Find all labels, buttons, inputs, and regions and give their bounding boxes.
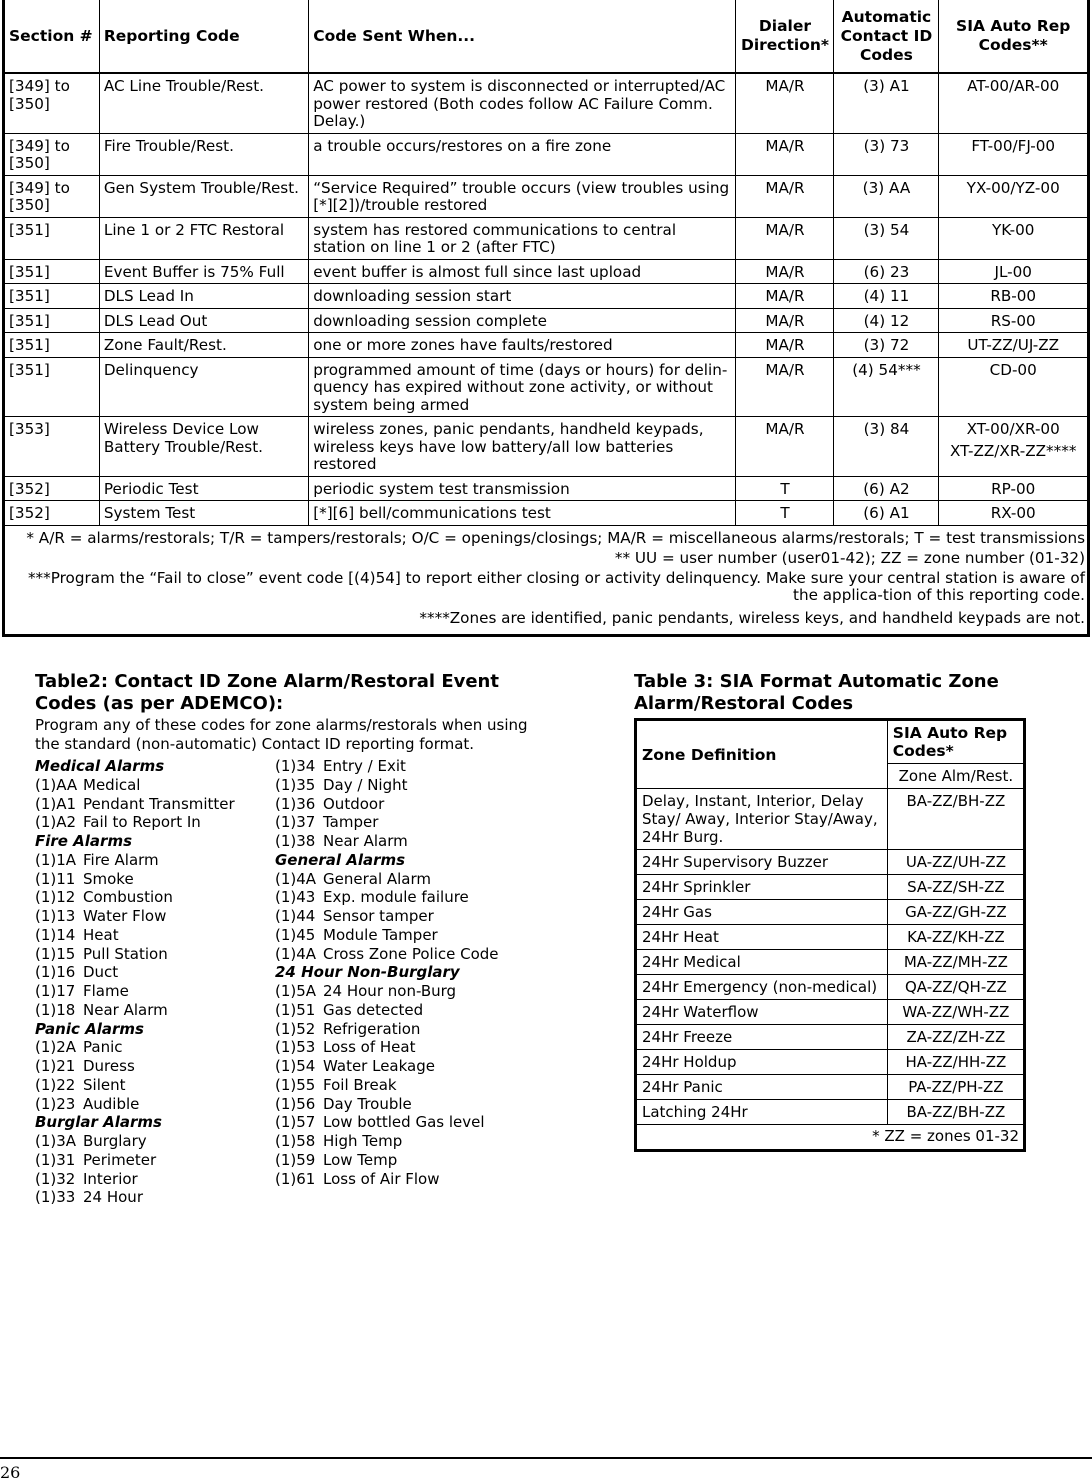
event-label: 24 Hour [83,1188,143,1207]
reporting-codes-table [2,0,1090,637]
table-row [636,1050,1025,1075]
table3-note: * ZZ = zones 01-32 [636,1125,1025,1151]
zone-definition: 24Hr Freeze [636,1025,888,1050]
row-code-sent-when: a trouble occurs/restores on a fire zone [309,133,736,175]
event-label: Pull Station [83,944,168,963]
table-header-row [4,0,1089,73]
header-contact-id: Automatic Contact ID Codes [834,0,939,73]
event-label: 24 Hour non-Burg [323,982,457,1000]
table3-title: Table 3: SIA Format Automatic Zone Alarm/Restoral Codes [634,671,999,714]
event-code-item [275,945,499,964]
event-label: Perimeter [83,1150,157,1169]
row-contact-id: (3) 54 [834,217,939,259]
table-row [4,133,1089,175]
event-group-heading: General Alarms [275,850,406,869]
sia-zone-table [634,718,1026,1152]
event-code-item [275,1113,499,1132]
event-code: (1)53 [275,1038,316,1057]
event-code-item [275,832,499,851]
table2-title: Table2: Contact ID Zone Alarm/Restoral Event Codes (as per ADEMCO): [35,671,499,714]
event-label: Fail to Report In [83,813,201,832]
row-dialer-direction: MA/R [736,217,834,259]
row-sia-code [939,308,1089,333]
footnotes [4,525,1089,635]
sia-code-value: YK-00 [991,220,1035,239]
event-code-item [35,1038,235,1057]
row-dialer-direction: MA/R [736,333,834,358]
page-number: 26 [0,1463,21,1482]
row-contact-id: (3) 84 [834,417,939,477]
event-code: (1)57 [275,1113,316,1132]
row-code-sent-when: periodic system test transmission [309,476,736,501]
event-code: (1)1A [35,850,77,869]
row-reporting-code: Delinquency [99,357,308,417]
row-contact-id: (6) 23 [834,259,939,284]
event-label: Flame [83,982,129,1000]
footnote-zones: ****Zones are identified, panic pendants, wireless keys, and handheld keypads are not. [419,608,1085,627]
row-code-sent-when: “Service Required” trouble occurs (view troubles using [*][2])/trouble restored [309,175,736,217]
event-label: Low bottled Gas level [323,1113,485,1132]
table3-header-zone: Zone Definition [636,720,888,789]
event-code-item [275,776,499,795]
event-code: (1)59 [275,1150,316,1169]
row-dialer-direction: MA/R [736,308,834,333]
event-group-heading: Fire Alarms [35,832,133,850]
event-code: (1)56 [275,1094,316,1113]
event-group-heading: 24 Hour Non-Burglary [275,963,460,982]
row-section: [351] [4,357,100,417]
table3-header-row [636,720,1025,764]
footnote-dialer: * A/R = alarms/restorals; T/R = tampers/restorals; O/C = openings/closings; MA/R = miscellaneous alarms/restorals; T = test transmissions [26,528,1085,547]
event-label: Smoke [83,869,134,888]
row-sia-code [939,133,1089,175]
sia-code-value: FT-00/FJ-00 [971,136,1056,155]
event-code: (1)61 [275,1169,316,1188]
sia-zone-code: UA-ZZ/UH-ZZ [887,850,1024,875]
event-code-item [35,1188,235,1207]
event-code: (1)21 [35,1057,76,1075]
event-code: (1)12 [35,888,76,907]
sia-code-value: RX-00 [990,504,1036,522]
event-label: Loss of Air Flow [323,1169,440,1188]
row-code-sent-when: downloading session start [309,284,736,309]
row-reporting-code: DLS Lead In [99,284,308,309]
table-row [4,259,1089,284]
sia-code-value: JL-00 [994,262,1032,281]
table3-subheader: Zone Alm/Rest. [887,764,1024,789]
event-label: Duct [83,963,119,982]
row-reporting-code: DLS Lead Out [99,308,308,333]
event-label: Foil Break [323,1075,397,1094]
event-label: Pendant Transmitter [83,794,235,813]
table-row [4,217,1089,259]
zone-definition: Latching 24Hr [636,1100,888,1125]
event-code: (1)3A [35,1132,77,1150]
event-code-item [35,1001,235,1020]
event-code: (1)23 [35,1094,76,1113]
event-code-item [35,888,235,907]
event-code: (1)4A [275,944,317,963]
table-row [636,850,1025,875]
row-reporting-code: Line 1 or 2 FTC Restoral [99,217,308,259]
row-section: [351] [4,217,100,259]
row-sia-code [939,217,1089,259]
event-group-heading: Burglar Alarms [35,1113,162,1132]
zone-definition: 24Hr Medical [636,950,888,975]
event-code-item [275,1151,499,1170]
event-code-item [35,963,235,982]
row-reporting-code: Event Buffer is 75% Full [99,259,308,284]
row-reporting-code: Periodic Test [99,476,308,501]
sia-zone-code: MA-ZZ/MH-ZZ [887,950,1024,975]
table-row [4,284,1089,309]
event-label: Panic [83,1038,123,1057]
zone-definition: 24Hr Waterflow [636,1000,888,1025]
row-section: [351] [4,259,100,284]
header-reporting-code: Reporting Code [99,0,308,73]
event-code: (1)52 [275,1019,316,1038]
footnote-user-zone: ** UU = user number (user01-42); ZZ = zone number (01-32) [614,548,1085,567]
sia-code-value: RB-00 [990,287,1037,305]
row-code-sent-when: downloading session complete [309,308,736,333]
event-code-item [275,1001,499,1020]
sia-zone-code: GA-ZZ/GH-ZZ [887,900,1024,925]
table2-column-2 [275,757,499,1188]
zone-definition: 24Hr Gas [636,900,888,925]
row-sia-code [939,284,1089,309]
sia-code-value: CD-00 [989,360,1037,379]
event-code-item [35,1170,235,1189]
row-sia-code [939,501,1089,526]
row-section: [352] [4,501,100,526]
event-code-item [275,926,499,945]
row-section: [349] to [350] [4,175,100,217]
row-section: [351] [4,308,100,333]
sia-code-value: AT-00/AR-00 [967,77,1060,95]
row-code-sent-when: event buffer is almost full since last upload [309,259,736,284]
footer-rule [0,1457,1092,1459]
sia-code-value: RP-00 [991,479,1036,498]
zone-definition: 24Hr Supervisory Buzzer [636,850,888,875]
sia-code-value: RS-00 [990,311,1036,330]
row-dialer-direction: MA/R [736,73,834,133]
row-dialer-direction: MA/R [736,259,834,284]
event-code: (1)54 [275,1057,316,1075]
table-row [636,975,1025,1000]
table-row [636,925,1025,950]
event-code-item [35,795,235,814]
event-code-item [275,1076,499,1095]
event-code-item [35,851,235,870]
row-reporting-code: AC Line Trouble/Rest. [99,73,308,133]
sia-zone-code: KA-ZZ/KH-ZZ [887,925,1024,950]
event-label: Near Alarm [83,1000,168,1019]
event-label: Water Flow [83,907,167,925]
row-sia-code [939,259,1089,284]
event-code: (1)58 [275,1132,316,1150]
table-row [4,308,1089,333]
row-reporting-code: System Test [99,501,308,526]
event-label: Exp. module failure [323,888,469,907]
contact-id-table [35,671,555,1207]
row-contact-id: (6) A1 [834,501,939,526]
event-label: Entry / Exit [323,757,406,775]
row-code-sent-when: programmed amount of time (days or hours) for delin-quency has expired without zone activity, or without system being armed [309,357,736,417]
event-code-item [275,1057,499,1076]
table2-column-1 [35,757,235,1207]
footnotes-row [4,525,1089,635]
event-code-item [275,1095,499,1114]
row-section: [351] [4,284,100,309]
event-code-item [35,870,235,889]
event-code: (1)17 [35,982,76,1000]
event-label: Near Alarm [323,832,408,850]
event-label: Silent [83,1075,126,1094]
table-row [4,175,1089,217]
event-code: (1)A1 [35,794,77,813]
event-code-item [35,1057,235,1076]
event-code-item [35,926,235,945]
event-label: Burglary [83,1132,147,1150]
event-label: Gas detected [323,1000,424,1019]
event-code: (1)4A [275,869,317,888]
row-dialer-direction: MA/R [736,284,834,309]
event-code-item [275,813,499,832]
event-code: (1)45 [275,925,316,944]
sia-code-value: XT-00/XR-00 [966,420,1060,438]
event-code: (1)33 [35,1188,76,1207]
row-contact-id: (3) AA [834,175,939,217]
event-code-item [35,1076,235,1095]
event-code-item [275,757,499,776]
row-reporting-code: Zone Fault/Rest. [99,333,308,358]
row-code-sent-when: system has restored communications to central station on line 1 or 2 (after FTC) [309,217,736,259]
row-contact-id: (4) 54*** [834,357,939,417]
sia-zone-code: HA-ZZ/HH-ZZ [887,1050,1024,1075]
event-group-heading: Medical Alarms [35,757,165,775]
table-row [4,501,1089,526]
event-label: Sensor tamper [323,907,434,925]
event-label: Tamper [323,813,379,832]
event-label: Combustion [83,888,173,907]
event-code: (1)11 [35,869,76,888]
event-code: (1)5A [275,982,317,1000]
row-dialer-direction: MA/R [736,133,834,175]
table-row [636,1100,1025,1125]
table-row [636,875,1025,900]
event-code: (1)16 [35,963,76,982]
row-contact-id: (4) 12 [834,308,939,333]
event-code-item [35,982,235,1001]
sia-table-section [634,671,1026,1152]
zone-definition: 24Hr Emergency (non-medical) [636,975,888,1000]
table-row [4,357,1089,417]
event-label: Duress [83,1057,135,1075]
event-code: (1)37 [275,813,316,832]
row-contact-id: (6) A2 [834,476,939,501]
header-code-sent-when: Code Sent When... [309,0,736,73]
event-code-item [35,1095,235,1114]
row-dialer-direction: MA/R [736,417,834,477]
event-label: General Alarm [323,869,432,888]
row-section: [349] to [350] [4,73,100,133]
table-row [636,900,1025,925]
event-code-item [275,907,499,926]
table2-description: Program any of these codes for zone alarms/restorals when using the standard (non-automatic) Contact ID reporting format. [35,716,528,753]
row-section: [352] [4,476,100,501]
sia-zone-code: BA-ZZ/BH-ZZ [887,789,1024,850]
row-reporting-code: Wireless Device Low Battery Trouble/Rest. [99,417,308,477]
table-row [636,1025,1025,1050]
event-code: (1)55 [275,1075,316,1094]
row-section: [353] [4,417,100,477]
sia-zone-code: WA-ZZ/WH-ZZ [887,1000,1024,1025]
event-code-item [35,945,235,964]
zone-definition: 24Hr Sprinkler [636,875,888,900]
event-code-item [275,1132,499,1151]
event-label: Outdoor [323,794,385,813]
sia-zone-code: SA-ZZ/SH-ZZ [887,875,1024,900]
event-code: (1)44 [275,907,316,925]
row-sia-code [939,476,1089,501]
row-contact-id: (3) 73 [834,133,939,175]
event-code-item [275,1170,499,1189]
row-section: [351] [4,333,100,358]
table3-header-sia: SIA Auto Rep Codes* [887,720,1024,764]
event-code: (1)2A [35,1038,77,1057]
event-code-item [35,1151,235,1170]
row-sia-code [939,175,1089,217]
table-row [4,476,1089,501]
table-row [636,1075,1025,1100]
row-code-sent-when: wireless zones, panic pendants, handheld keypads, wireless keys have low battery/all low batteries restored [309,417,736,477]
row-reporting-code: Fire Trouble/Rest. [99,133,308,175]
sia-zone-code: PA-ZZ/PH-ZZ [887,1075,1024,1100]
row-sia-code [939,357,1089,417]
row-code-sent-when: one or more zones have faults/restored [309,333,736,358]
row-section: [349] to [350] [4,133,100,175]
event-code: (1)38 [275,832,316,850]
event-code: (1)34 [275,757,316,775]
row-contact-id: (4) 11 [834,284,939,309]
event-label: Fire Alarm [83,850,159,869]
row-code-sent-when: [*][6] bell/communications test [309,501,736,526]
event-code-item [35,1132,235,1151]
row-contact-id: (3) 72 [834,333,939,358]
event-code-item [35,907,235,926]
zone-definition: 24Hr Holdup [636,1050,888,1075]
event-code: (1)15 [35,944,76,963]
table-row [4,73,1089,133]
sia-zone-code: BA-ZZ/BH-ZZ [887,1100,1024,1125]
event-label: Medical [83,775,141,794]
event-label: Interior [83,1169,138,1188]
event-code-item [35,813,235,832]
row-code-sent-when: AC power to system is disconnected or interrupted/AC power restored (Both codes follow AC Failure Comm. Delay.) [309,73,736,133]
event-code-item [275,982,499,1001]
event-code: (1)35 [275,775,316,794]
row-contact-id: (3) A1 [834,73,939,133]
header-dialer-direction: Dialer Direction* [736,0,834,73]
zone-definition: 24Hr Panic [636,1075,888,1100]
sia-zone-code: ZA-ZZ/ZH-ZZ [887,1025,1024,1050]
row-dialer-direction: MA/R [736,357,834,417]
event-label: Refrigeration [323,1019,421,1038]
event-code: (1)51 [275,1000,316,1019]
event-code: (1)36 [275,794,316,813]
table3-note-row [636,1125,1025,1151]
event-label: Module Tamper [323,925,438,944]
row-dialer-direction: T [736,476,834,501]
header-sia: SIA Auto Rep Codes** [939,0,1089,73]
sia-zone-code: QA-ZZ/QH-ZZ [887,975,1024,1000]
row-dialer-direction: T [736,501,834,526]
zone-definition: 24Hr Heat [636,925,888,950]
event-code-item [275,795,499,814]
event-label: Low Temp [323,1150,398,1169]
table-row [4,417,1089,477]
event-group-heading: Panic Alarms [35,1019,144,1038]
event-label: Cross Zone Police Code [323,944,499,963]
sia-code-value: UT-ZZ/UJ-ZZ [967,336,1060,354]
event-code: (1)31 [35,1150,76,1169]
event-code-item [275,870,499,889]
event-code: (1)43 [275,888,316,907]
event-label: Audible [83,1094,140,1113]
row-sia-code [939,417,1089,477]
table-row [636,1000,1025,1025]
sia-code-value: YX-00/YZ-00 [966,178,1060,197]
row-reporting-code: Gen System Trouble/Rest. [99,175,308,217]
event-code: (1)32 [35,1169,76,1188]
row-sia-code [939,73,1089,133]
event-code: (1)A2 [35,813,77,832]
zone-definition: Delay, Instant, Interior, Delay Stay/ Away, Interior Stay/Away, 24Hr Burg. [636,789,888,850]
footnote-fail-to-close: ***Program the “Fail to close” event code [(4)54] to report either closing or activity delinquency. Make sure your central station is aware of the applica-tion of this reporting code. [27,568,1085,604]
header-section: Section # [4,0,100,73]
row-dialer-direction: MA/R [736,175,834,217]
event-label: Water Leakage [323,1057,435,1075]
event-label: Loss of Heat [323,1038,416,1057]
event-code: (1)18 [35,1000,76,1019]
event-label: High Temp [323,1132,403,1150]
event-code-item [275,1038,499,1057]
event-code: (1)AA [35,775,78,794]
event-code: (1)22 [35,1075,76,1094]
event-code: (1)13 [35,907,76,925]
event-code-item [35,776,235,795]
table-row [4,333,1089,358]
event-code-item [275,888,499,907]
event-code-item [275,1020,499,1039]
event-label: Heat [83,925,119,944]
event-label: Day Trouble [323,1094,412,1113]
table-row [636,950,1025,975]
event-code: (1)14 [35,925,76,944]
row-sia-code [939,333,1089,358]
sia-code-value-2: XT-ZZ/XR-ZZ**** [949,441,1077,460]
table-row [636,789,1025,850]
event-label: Day / Night [323,775,408,794]
